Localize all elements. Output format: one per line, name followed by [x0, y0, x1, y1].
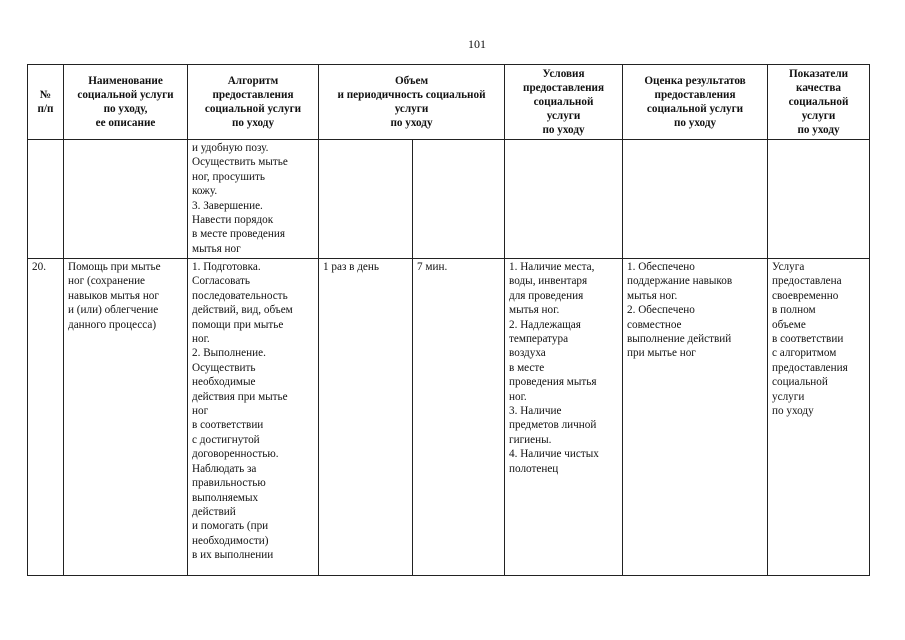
services-table [27, 64, 870, 576]
cell-num-empty [28, 140, 64, 259]
cell-algorithm-continued: и удобную позу. Осуществить мытье ног, просушить кожу. 3. Завершение. Навести порядок в месте проведения мытья ног [188, 140, 319, 259]
cell-algorithm: 1. Подготовка. Согласовать последовательность действий, вид, объем помощи при мытье ног. 2. Выполнение. Осуществить необходимые действия при мытье ног в соответствии с достигнутой договоренностью. Наблюдать за правильностью выполняемых действий и помогать (при необходимости) в их выполнении [188, 259, 319, 576]
cell-indicators-empty [768, 140, 870, 259]
cell-name-empty [64, 140, 188, 259]
cell-evaluation: 1. Обеспечено поддержание навыков мытья ног. 2. Обеспечено совместное выполнение действий при мытье ног [623, 259, 768, 576]
table-row-20 [28, 259, 870, 576]
cell-conditions-empty [505, 140, 623, 259]
cell-duration-empty [413, 140, 505, 259]
cell-indicators: Услуга предоставлена своевременно в полном объеме в соответствии с алгоритмом предоставления социальной услуги по уходу [768, 259, 870, 576]
header-indicators: Показатели качества социальной услуги по уходу [768, 65, 870, 140]
cell-conditions: 1. Наличие места, воды, инвентаря для проведения мытья ног. 2. Надлежащая температура воздуха в месте проведения мытья ног. 3. Наличие предметов личной гигиены. 4. Наличие чистых полотенец [505, 259, 623, 576]
header-row [28, 65, 870, 140]
header-evaluation: Оценка результатов предоставления социальной услуги по уходу [623, 65, 768, 140]
cell-num: 20. [28, 259, 64, 576]
header-volume: Объем и периодичность социальной услуги по уходу [319, 65, 505, 140]
header-algorithm: Алгоритм предоставления социальной услуги по уходу [188, 65, 319, 140]
header-num: № п/п [28, 65, 64, 140]
cell-periodicity: 1 раз в день [319, 259, 413, 576]
cell-periodicity-empty [319, 140, 413, 259]
header-conditions: Условия предоставления социальной услуги по уходу [505, 65, 623, 140]
cell-evaluation-empty [623, 140, 768, 259]
table-row-continuation [28, 140, 870, 259]
cell-duration: 7 мин. [413, 259, 505, 576]
cell-service-name: Помощь при мытье ног (сохранение навыков мытья ног и (или) облегчение данного процесса) [64, 259, 188, 576]
header-name: Наименование социальной услуги по уходу, ее описание [64, 65, 188, 140]
page-number: 101 [468, 37, 486, 51]
